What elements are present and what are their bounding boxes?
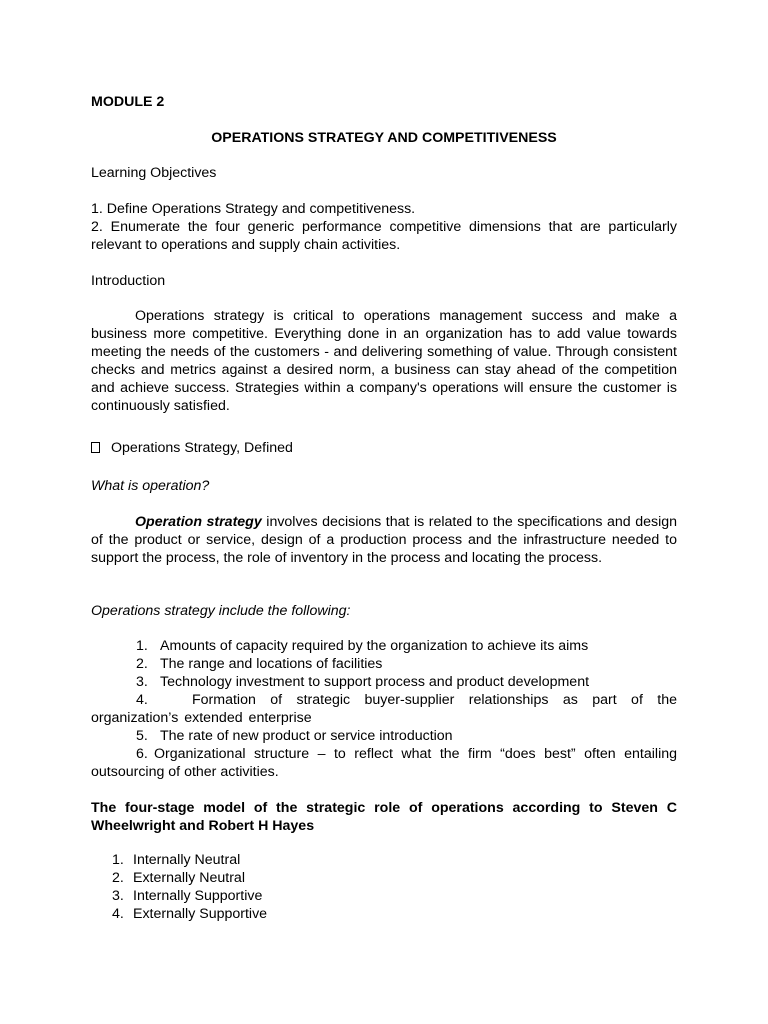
list-item	[136, 655, 382, 673]
list-item	[112, 905, 267, 923]
list-item	[136, 637, 588, 655]
module-label: MODULE 2	[91, 94, 165, 110]
four-stage-heading: The four-stage model of the strategic role of operations according to Steven C Wheelwright and Robert H Hayes	[91, 800, 677, 834]
list-item-number: 3.	[112, 888, 124, 904]
list-item	[136, 673, 589, 691]
list-item-text: Technology investment to support process and product development	[160, 674, 590, 690]
definition-text: involves decisions that is related to the specifications and design of the product or service, design of a production process and the infrastructure needed to support the process, the role of inventory in the process and locating the process.	[91, 514, 677, 566]
bullet-box-icon	[91, 442, 100, 453]
list-item	[136, 727, 453, 745]
section-defined-heading	[91, 439, 677, 457]
objective-item-1: 1. Define Operations Strategy and competitiveness.	[91, 201, 416, 217]
list-item-text: Externally Neutral	[133, 870, 245, 886]
list-item-number: 5.	[136, 728, 148, 744]
introduction-paragraph: Operations strategy is critical to operations management success and make a business more competitive. Everything done in an organization has to add value towards meeting the needs of the customers - and delivering something of value. Through consistent checks and metrics against a desired norm, a business can stay ahead of the competition and achieve success. Strategies within a company's operations will ensure the customer is continuously satisfied.	[91, 308, 677, 414]
definition-term: Operation strategy	[135, 514, 262, 530]
list-item-number: 2.	[136, 656, 148, 672]
introduction-heading: Introduction	[91, 273, 166, 289]
list-item-text: The rate of new product or service introduction	[160, 728, 453, 744]
what-is-operation-question: What is operation?	[91, 478, 210, 494]
list-item-number: 1.	[136, 638, 148, 654]
list-item-number: 2.	[112, 870, 124, 886]
list-item-text: Externally Supportive	[133, 906, 268, 922]
objective-item-2: 2. Enumerate the four generic performance competitive dimensions that are particularly relevant to operations and supply chain activities.	[91, 219, 677, 253]
includes-heading: Operations strategy include the following:	[91, 603, 351, 619]
list-item-text: The range and locations of facilities	[160, 656, 383, 672]
list-item-number: 6.	[136, 746, 148, 762]
list-item-text: Organizational structure – to reflect what the firm “does best” often entailing outsourcing of other activities.	[91, 746, 677, 780]
definition-paragraph	[91, 513, 677, 567]
list-item-number: 1.	[112, 852, 124, 868]
list-item	[91, 745, 677, 781]
list-item	[112, 851, 240, 869]
page-title: OPERATIONS STRATEGY AND COMPETITIVENESS	[211, 130, 557, 146]
list-item-number: 4.	[112, 906, 124, 922]
list-item-text: Formation of strategic buyer-supplier relationships as part of the organization’s extended enterprise	[91, 692, 677, 726]
list-item-text: Amounts of capacity required by the organization to achieve its aims	[160, 638, 589, 654]
list-item-number: 4.	[136, 692, 148, 708]
list-item	[112, 887, 262, 905]
section-defined-label: Operations Strategy, Defined	[111, 440, 293, 456]
list-item-text: Internally Supportive	[133, 888, 263, 904]
learning-objectives-heading: Learning Objectives	[91, 165, 217, 181]
list-item	[91, 691, 677, 727]
list-item-number: 3.	[136, 674, 148, 690]
list-item-text: Internally Neutral	[133, 852, 241, 868]
list-item	[112, 869, 245, 887]
